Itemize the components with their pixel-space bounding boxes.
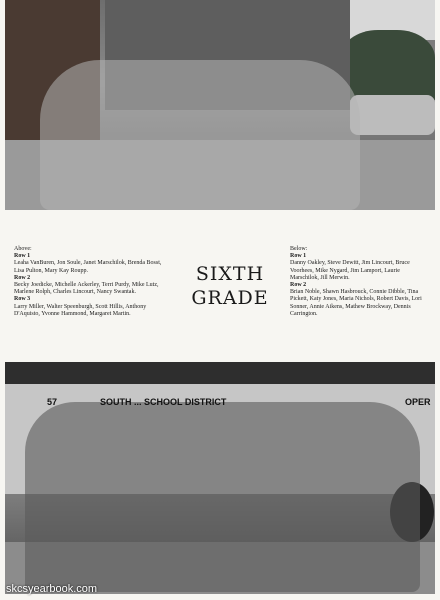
caption-heading: Below:: [290, 246, 308, 252]
caption-row-label: Row 1: [290, 253, 307, 260]
bus-number: 57: [47, 397, 58, 407]
title-line-2: GRADE: [191, 287, 269, 309]
bus-lettering: SOUTH ... SCHOOL DISTRICT: [100, 397, 227, 407]
caption-row-label: Row 2: [290, 282, 307, 289]
bus-side-lettering: OPER: [405, 397, 431, 407]
caption-row-label: Row 3: [14, 296, 31, 303]
caption-row-names: Brian Noble, Shawn Hasbrouck, Connie Dibble, Tina Pickett, Katy Jones, Maria Nichols, Robert Davis, Lori Sonner, Annie Aikens, Mathew Brockway, Dennis Carrington.: [290, 289, 422, 317]
caption-heading: Above:: [14, 246, 32, 252]
caption-row-label: Row 2: [14, 274, 31, 281]
students-group: [40, 60, 360, 210]
watermark: skcsyearbook.com: [6, 583, 98, 595]
bus-windows: [5, 362, 435, 384]
caption-row-names: Larry Miller, Walter Speenburgh, Scott Hillis, Anthony D'Aquisto, Yvonne Hammond, Margaret Martin.: [14, 303, 147, 317]
students-group: [25, 402, 420, 592]
section-title: [180, 262, 280, 310]
class-photo-top: [5, 0, 435, 210]
caption-below: [290, 246, 430, 318]
caption-row-label: Row 1: [14, 253, 31, 260]
caption-row-names: Leaha VanBuren, Jon Soule, Janet Marschilok, Brenda Bosst, Lisa Pulton, Mary Kay Roupp.: [14, 260, 162, 274]
class-photo-bottom: [5, 362, 435, 594]
cars: [350, 95, 435, 135]
title-line-1: SIXTH: [195, 263, 265, 285]
trees: [340, 30, 435, 100]
caption-above: [14, 246, 172, 318]
caption-row-names: Becky Joedicke, Michelle Ackerley, Terri Purdy, Mike Lutz, Marlene Rolph, Charles Lincourt, Nancy Swantak.: [14, 282, 159, 296]
caption-row-names: Danny Oakley, Steve Dewitt, Jim Lincourt, Bruce Voorhees, Mike Nygard, Jim Lamport, Laurie Marschilok, Jill Merwin.: [290, 260, 410, 281]
